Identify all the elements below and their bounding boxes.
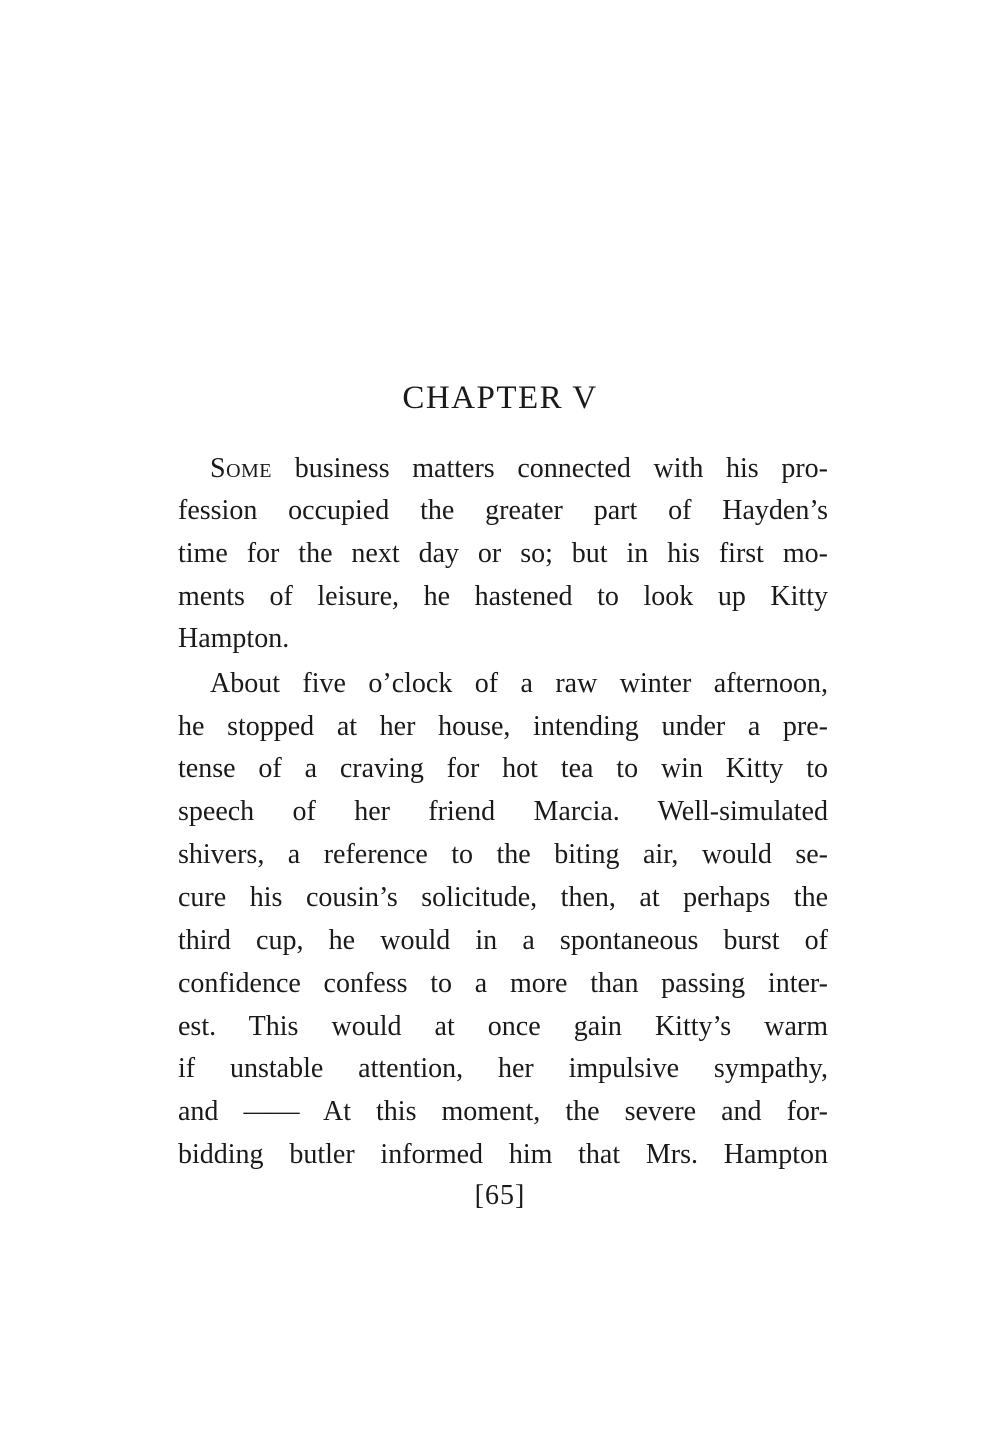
paragraph-2-line-5: shivers, a reference to the biting air, would se- [178, 839, 828, 870]
paragraph-2-line-8: confidence confess to a more than passing inter- [178, 968, 828, 999]
paragraph-2-line-3: tense of a craving for hot tea to win Kitty to [178, 753, 828, 784]
paragraph-2-line-9: est. This would at once gain Kitty’s warm [178, 1011, 828, 1042]
paragraph-2-line-6: cure his cousin’s solicitude, then, at perhaps the [178, 882, 828, 913]
paragraph-2-line-10: if unstable attention, her impulsive sympathy, [178, 1053, 828, 1084]
paragraph-1-line-2: fession occupied the greater part of Hayden’s [178, 495, 828, 526]
paragraph-2-line-2: he stopped at her house, intending under a pre- [178, 711, 828, 742]
paragraph-2-line-1: About five o’clock of a raw winter afternoon, [210, 668, 828, 699]
paragraph-2-line-4: speech of her friend Marcia. Well-simulated [178, 796, 828, 827]
paragraph-2-line-7: third cup, he would in a spontaneous burst of [178, 925, 828, 956]
paragraph-1-line-3: time for the next day or so; but in his first mo- [178, 538, 828, 569]
drop-word: Some [210, 453, 273, 484]
line-text: business matters connected with his pro- [272, 453, 828, 484]
paragraph-1-line-4: ments of leisure, he hastened to look up Kitty [178, 581, 828, 612]
page-number: [65] [474, 1180, 526, 1211]
paragraph-1-line-1 [210, 452, 828, 486]
paragraph-2-line-12: bidding butler informed him that Mrs. Hampton [178, 1139, 828, 1170]
chapter-title: CHAPTER V [402, 380, 598, 416]
paragraph-2-line-11: and —— At this moment, the severe and for- [178, 1096, 828, 1127]
paragraph-1-line-5: Hampton. [178, 623, 290, 654]
